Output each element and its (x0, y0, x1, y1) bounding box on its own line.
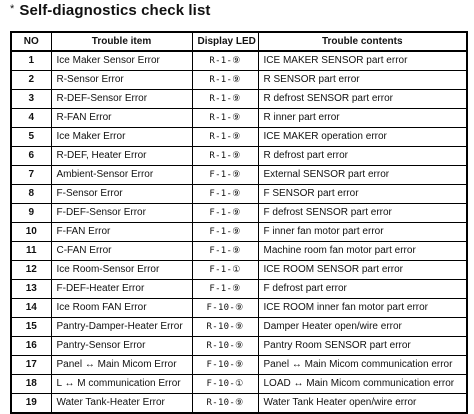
trouble-contents: R inner part error (258, 109, 467, 128)
table-row (11, 223, 467, 242)
trouble-contents: F inner fan motor part error (258, 223, 467, 242)
display-led: R-1-⑨ (192, 90, 258, 109)
row-number: 6 (11, 147, 51, 166)
trouble-item: F-DEF-Heater Error (51, 280, 192, 299)
display-led: F-1-⑨ (192, 242, 258, 261)
trouble-item: F-DEF-Sensor Error (51, 204, 192, 223)
trouble-item: C-FAN Error (51, 242, 192, 261)
trouble-contents: R SENSOR part error (258, 71, 467, 90)
row-number: 11 (11, 242, 51, 261)
title-text: Self-diagnostics check list (19, 2, 211, 19)
row-number: 12 (11, 261, 51, 280)
trouble-contents: Panel ↔ Main Micom communication error (258, 356, 467, 375)
display-led: F-1-⑨ (192, 166, 258, 185)
display-led: F-1-⑨ (192, 204, 258, 223)
row-number: 4 (11, 109, 51, 128)
display-led: F-10-⑨ (192, 356, 258, 375)
table-row (11, 166, 467, 185)
table-row (11, 280, 467, 299)
trouble-contents: ICE MAKER operation error (258, 128, 467, 147)
table-row (11, 71, 467, 90)
trouble-contents: ICE MAKER SENSOR part error (258, 51, 467, 71)
trouble-item: R-FAN Error (51, 109, 192, 128)
trouble-item: L ↔ M communication Error (51, 375, 192, 394)
trouble-item: R-DEF-Sensor Error (51, 90, 192, 109)
table-row (11, 90, 467, 109)
table-row (11, 51, 467, 71)
self-diagnostics-table (10, 31, 468, 414)
header-no: NO (11, 32, 51, 51)
trouble-item: R-DEF, Heater Error (51, 147, 192, 166)
row-number: 17 (11, 356, 51, 375)
trouble-item: Panel ↔ Main Micom Error (51, 356, 192, 375)
trouble-contents: Pantry Room SENSOR part error (258, 337, 467, 356)
row-number: 7 (11, 166, 51, 185)
table-row (11, 318, 467, 337)
table-header-row (11, 32, 467, 51)
trouble-contents: R defrost SENSOR part error (258, 90, 467, 109)
display-led: F-10-⑨ (192, 299, 258, 318)
trouble-item: R-Sensor Error (51, 71, 192, 90)
header-trouble-contents: Trouble contents (258, 32, 467, 51)
display-led: F-1-⑨ (192, 185, 258, 204)
table-row (11, 109, 467, 128)
row-number: 13 (11, 280, 51, 299)
row-number: 10 (11, 223, 51, 242)
display-led: R-1-⑨ (192, 109, 258, 128)
table-row (11, 242, 467, 261)
page-title (10, 2, 210, 19)
table-row (11, 185, 467, 204)
trouble-item: F-Sensor Error (51, 185, 192, 204)
trouble-contents: Machine room fan motor part error (258, 242, 467, 261)
row-number: 9 (11, 204, 51, 223)
trouble-item: Ice Maker Error (51, 128, 192, 147)
trouble-item: Ice Maker Sensor Error (51, 51, 192, 71)
row-number: 15 (11, 318, 51, 337)
row-number: 18 (11, 375, 51, 394)
row-number: 5 (11, 128, 51, 147)
trouble-contents: F SENSOR part error (258, 185, 467, 204)
row-number: 19 (11, 394, 51, 414)
trouble-contents: Water Tank Heater open/wire error (258, 394, 467, 414)
display-led: R-10-⑨ (192, 318, 258, 337)
row-number: 1 (11, 51, 51, 71)
header-display-led: Display LED (192, 32, 258, 51)
display-led: R-1-⑨ (192, 71, 258, 90)
table-row (11, 356, 467, 375)
trouble-item: F-FAN Error (51, 223, 192, 242)
trouble-item: Pantry-Damper-Heater Error (51, 318, 192, 337)
row-number: 8 (11, 185, 51, 204)
table-row (11, 204, 467, 223)
trouble-item: Pantry-Sensor Error (51, 337, 192, 356)
table-row (11, 147, 467, 166)
table-row (11, 299, 467, 318)
display-led: R-1-⑨ (192, 147, 258, 166)
row-number: 2 (11, 71, 51, 90)
trouble-contents: F defrost part error (258, 280, 467, 299)
table-row (11, 337, 467, 356)
trouble-item: Ice Room-Sensor Error (51, 261, 192, 280)
row-number: 14 (11, 299, 51, 318)
table-body (11, 51, 467, 413)
trouble-contents: R defrost part error (258, 147, 467, 166)
table-row (11, 394, 467, 414)
header-trouble-item: Trouble item (51, 32, 192, 51)
display-led: F-1-① (192, 261, 258, 280)
row-number: 3 (11, 90, 51, 109)
trouble-item: Water Tank-Heater Error (51, 394, 192, 414)
title-asterisk: * (10, 3, 15, 15)
display-led: F-1-⑨ (192, 223, 258, 242)
display-led: R-10-⑨ (192, 394, 258, 414)
trouble-item: Ambient-Sensor Error (51, 166, 192, 185)
display-led: R-1-⑨ (192, 128, 258, 147)
trouble-contents: LOAD ↔ Main Micom communication error (258, 375, 467, 394)
display-led: R-1-⑨ (192, 51, 258, 71)
display-led: F-1-⑨ (192, 280, 258, 299)
trouble-contents: F defrost SENSOR part error (258, 204, 467, 223)
table-row (11, 375, 467, 394)
trouble-contents: ICE ROOM SENSOR part error (258, 261, 467, 280)
display-led: F-10-① (192, 375, 258, 394)
display-led: R-10-⑨ (192, 337, 258, 356)
trouble-contents: ICE ROOM inner fan motor part error (258, 299, 467, 318)
table-row (11, 261, 467, 280)
row-number: 16 (11, 337, 51, 356)
table-row (11, 128, 467, 147)
trouble-item: Ice Room FAN Error (51, 299, 192, 318)
trouble-contents: Damper Heater open/wire error (258, 318, 467, 337)
trouble-contents: External SENSOR part error (258, 166, 467, 185)
